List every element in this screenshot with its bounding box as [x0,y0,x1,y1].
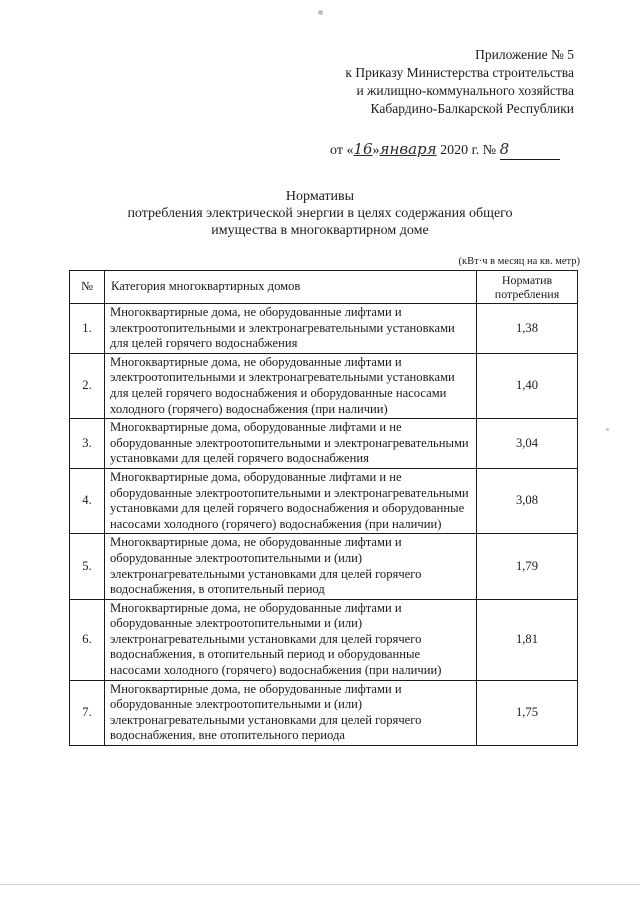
order-close-quote: » [372,143,380,158]
row-category: Многоквартирные дома, оборудованные лифтами и не оборудованные электроотопительными и электронагревательными установками для целей горячего водоснабжения [105,419,477,469]
row-category: Многоквартирные дома, не оборудованные лифтами и электроотопительными и электронагревательными установками для целей горячего водоснабжения и оборудованные насосами холодного (горячего) водоснабжения (при наличии) [105,353,477,418]
row-norm-value: 3,08 [477,468,578,533]
row-category: Многоквартирные дома, оборудованные лифтами и не оборудованные электроотопительными и электронагревательными установками для целей горячего водоснабжения и оборудованные насосами холодного (горячего) водоснабжения (при наличии) [105,468,477,533]
row-norm-value: 1,75 [477,680,578,745]
title-line-2: потребления электрической энергии в целях содержания общего [127,206,513,221]
order-number: 8 [499,140,510,158]
appendix-line-4: Кабардино-Балкарской Республики [370,101,574,116]
row-category: Многоквартирные дома, не оборудованные лифтами и оборудованные электроотопительными и (или) электронагревательными установками для целей горячего водоснабжения, вне отопительного периода [105,680,477,745]
row-norm-value: 1,38 [477,304,578,354]
order-reference [330,140,560,160]
title-line-3: имущества в многоквартирном доме [211,223,429,238]
order-prefix: от [330,143,343,158]
scan-dot [318,10,323,15]
table-header-row [70,271,578,304]
row-number: 3. [70,419,105,469]
page-edge-line [0,884,640,885]
order-open-quote: « [346,143,354,158]
header-category: Категория многоквартирных домов [105,271,477,304]
row-category: Многоквартирные дома, не оборудованные лифтами и оборудованные электроотопительными и (или) электронагревательными установками для целей горячего водоснабжения, в отопительный период и оборудованные насосами холодного (горячего) водоснабжения (при наличии) [105,599,477,680]
row-number: 4. [70,468,105,533]
units-note: (кВт·ч в месяц на кв. метр) [458,256,580,267]
table-row [70,419,578,469]
table-row [70,599,578,680]
table-row [70,468,578,533]
header-norm: Норматив потребления [477,271,578,304]
title-line-1: Нормативы [285,189,355,204]
table-row [70,680,578,745]
row-norm-value: 1,81 [477,599,578,680]
order-year-text: 2020 г. № [440,143,497,158]
table-row [70,534,578,599]
order-day: 16 [353,140,373,158]
table-row [70,304,578,354]
row-category: Многоквартирные дома, не оборудованные лифтами и оборудованные электроотопительными и (или) электронагревательными установками для целей горячего водоснабжения, в отопительный период [105,534,477,599]
row-number: 1. [70,304,105,354]
appendix-header [345,46,574,118]
row-number: 2. [70,353,105,418]
header-num: № [70,271,105,304]
row-category: Многоквартирные дома, не оборудованные лифтами и электроотопительными и электронагревательными установками для целей горячего водоснабжения [105,304,477,354]
row-norm-value: 1,40 [477,353,578,418]
row-norm-value: 3,04 [477,419,578,469]
document-title [0,188,640,239]
table-row [70,353,578,418]
row-number: 6. [70,599,105,680]
row-number: 7. [70,680,105,745]
appendix-line-2: к Приказу Министерства строительства [345,65,574,80]
row-norm-value: 1,79 [477,534,578,599]
scan-speck [606,428,609,431]
appendix-line-3: и жилищно-коммунального хозяйства [356,83,574,98]
appendix-line-1: Приложение № 5 [475,47,574,62]
norms-table [69,270,578,746]
row-number: 5. [70,534,105,599]
order-month: января [379,140,437,158]
